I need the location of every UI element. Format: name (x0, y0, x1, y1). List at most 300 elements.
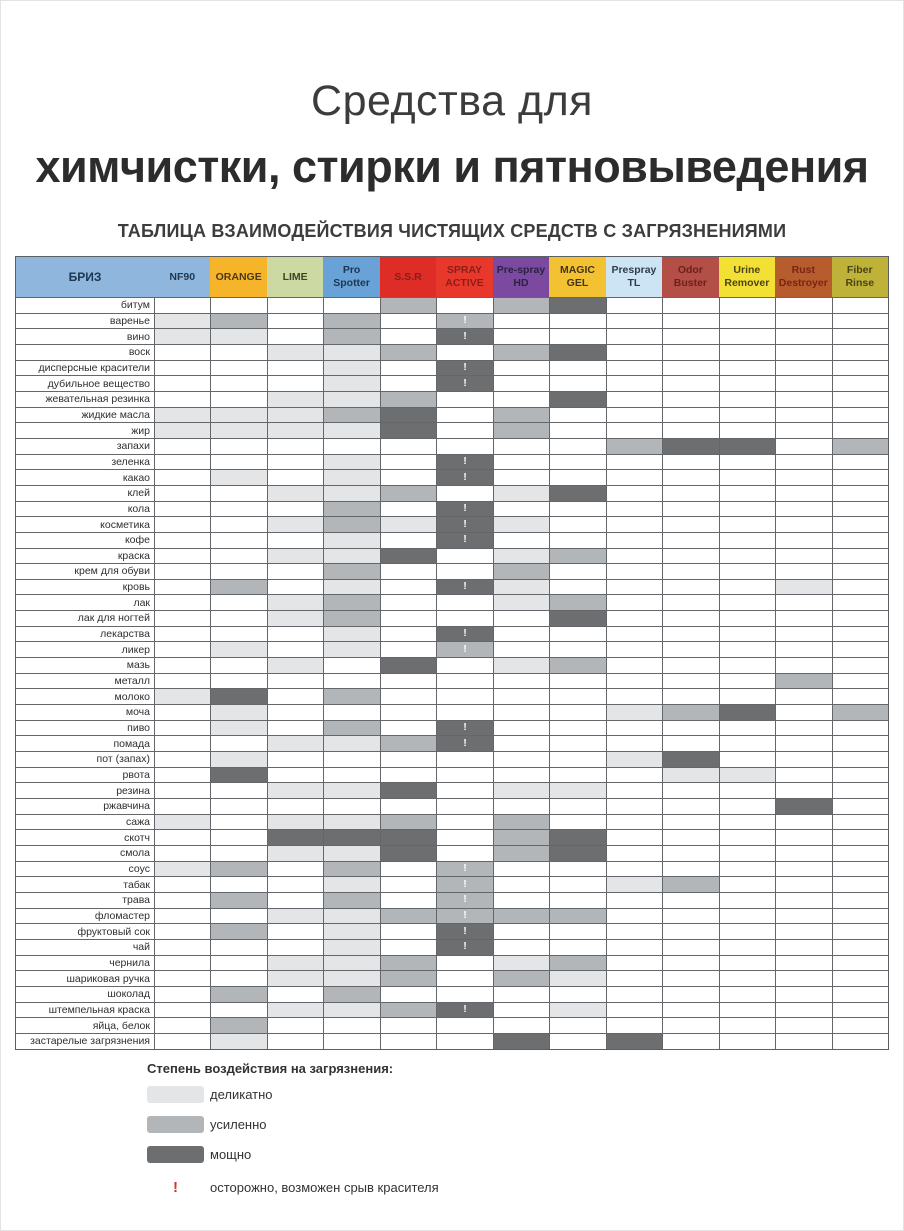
heatmap-cell (719, 751, 775, 767)
heatmap-cell (549, 955, 605, 971)
heatmap-cell (267, 829, 323, 845)
heatmap-cell (832, 375, 888, 391)
row-label: рвота (16, 767, 154, 783)
heatmap-cell (493, 939, 549, 955)
heatmap-cell (606, 970, 662, 986)
heatmap-cell (267, 407, 323, 423)
heatmap-cell (775, 1017, 831, 1033)
row-label: лак для ногтей (16, 610, 154, 626)
heatmap-cell (549, 1033, 605, 1049)
heatmap-cell (154, 720, 210, 736)
heatmap-cell (719, 657, 775, 673)
heatmap-cell (154, 454, 210, 470)
heatmap-cell (493, 688, 549, 704)
column-header: Rust Destroyer (775, 257, 831, 297)
heatmap-cell (154, 829, 210, 845)
heatmap-cell (606, 798, 662, 814)
heatmap-cell (719, 548, 775, 564)
heatmap-cell (719, 1017, 775, 1033)
heatmap-cell (210, 641, 266, 657)
heatmap-cell (549, 970, 605, 986)
heatmap-cell (380, 814, 436, 830)
heatmap-cell (210, 861, 266, 877)
heatmap-cell (719, 313, 775, 329)
heatmap-cell (267, 798, 323, 814)
heatmap-cell (606, 563, 662, 579)
heatmap-cell (719, 344, 775, 360)
legend-row-powerful (147, 1146, 667, 1163)
heatmap-cell (549, 892, 605, 908)
heatmap-cell (210, 970, 266, 986)
heatmap-cell (210, 548, 266, 564)
heatmap-cell (436, 344, 492, 360)
heatmap-cell (832, 594, 888, 610)
heatmap-cell (267, 955, 323, 971)
heatmap-cell (606, 391, 662, 407)
heatmap-cell (775, 782, 831, 798)
heatmap-cell (493, 1033, 549, 1049)
heatmap-cell (380, 829, 436, 845)
heatmap-cell (832, 548, 888, 564)
heatmap-cell (323, 469, 379, 485)
heatmap-cell (719, 485, 775, 501)
heatmap-cell (323, 986, 379, 1002)
heatmap-cell (549, 563, 605, 579)
heatmap-cell (323, 735, 379, 751)
row-label: застарелые загрязнения (16, 1033, 154, 1049)
heatmap-cell (549, 657, 605, 673)
heatmap-cell (775, 751, 831, 767)
heatmap-cell: ! (436, 908, 492, 924)
heatmap-cell (719, 391, 775, 407)
heatmap-cell (380, 516, 436, 532)
heatmap-cell (493, 344, 549, 360)
row-label: чай (16, 939, 154, 955)
heatmap-cell (549, 720, 605, 736)
page-subtitle: ТАБЛИЦА ВЗАИМОДЕЙСТВИЯ ЧИСТЯЩИХ СРЕДСТВ С ЗАГРЯЗНЕНИЯМИ (117, 221, 787, 241)
heatmap-cell (606, 344, 662, 360)
heatmap-cell (719, 1002, 775, 1018)
heatmap-cell (323, 313, 379, 329)
heatmap-cell (493, 422, 549, 438)
column-header: LIME (267, 257, 323, 297)
heatmap-cell (606, 829, 662, 845)
heatmap-cell (154, 422, 210, 438)
heatmap-cell (323, 563, 379, 579)
heatmap-cell (210, 1017, 266, 1033)
heatmap-cell (493, 798, 549, 814)
row-label: запахи (16, 438, 154, 454)
heatmap-cell (549, 375, 605, 391)
heatmap-cell (380, 641, 436, 657)
heatmap-cell (154, 328, 210, 344)
column-header: MAGIC GEL (549, 257, 605, 297)
heatmap-cell (380, 782, 436, 798)
heatmap-cell (606, 375, 662, 391)
heatmap-cell (323, 360, 379, 376)
heatmap-cell (267, 845, 323, 861)
heatmap-cell (832, 501, 888, 517)
heatmap-cell (606, 297, 662, 313)
heatmap-cell (267, 1017, 323, 1033)
heatmap-cell (323, 939, 379, 955)
heatmap-cell (210, 923, 266, 939)
heatmap-cell (323, 344, 379, 360)
row-label: воск (16, 344, 154, 360)
heatmap-cell (323, 485, 379, 501)
heatmap-cell (436, 548, 492, 564)
heatmap-cell (775, 328, 831, 344)
heatmap-cell (210, 1002, 266, 1018)
heatmap-cell (210, 782, 266, 798)
heatmap-cell (267, 735, 323, 751)
heatmap-cell (775, 297, 831, 313)
heatmap-cell (775, 657, 831, 673)
heatmap-cell (606, 516, 662, 532)
heatmap-cell (154, 767, 210, 783)
heatmap-cell (323, 328, 379, 344)
heatmap-cell (719, 297, 775, 313)
heatmap-cell (775, 360, 831, 376)
heatmap-cell (606, 673, 662, 689)
heatmap-cell (436, 563, 492, 579)
heatmap-cell (775, 548, 831, 564)
heatmap-cell (436, 1033, 492, 1049)
heatmap-cell (210, 360, 266, 376)
heatmap-cell (154, 1002, 210, 1018)
heatmap-cell (380, 892, 436, 908)
heatmap-cell (210, 313, 266, 329)
heatmap-cell (154, 923, 210, 939)
heatmap-cell (662, 469, 718, 485)
heatmap-cell (719, 814, 775, 830)
heatmap-cell (719, 908, 775, 924)
heatmap-cell (323, 532, 379, 548)
heatmap-cell (436, 657, 492, 673)
heatmap-cell (380, 845, 436, 861)
heatmap-cell (662, 955, 718, 971)
heatmap-cell (662, 767, 718, 783)
column-header: Odor Buster (662, 257, 718, 297)
heatmap-cell (662, 454, 718, 470)
heatmap-cell (267, 923, 323, 939)
heatmap-cell (662, 970, 718, 986)
heatmap-cell (662, 798, 718, 814)
heatmap-cell (154, 375, 210, 391)
heatmap-cell (606, 704, 662, 720)
row-label: пот (запах) (16, 751, 154, 767)
heatmap-cell (154, 610, 210, 626)
heatmap-cell (380, 923, 436, 939)
heatmap-cell (436, 1017, 492, 1033)
heatmap-cell (832, 344, 888, 360)
heatmap-cell (775, 939, 831, 955)
heatmap-cell (775, 516, 831, 532)
heatmap-cell (323, 782, 379, 798)
heatmap-cell (210, 798, 266, 814)
row-label: моча (16, 704, 154, 720)
heatmap-cell (380, 485, 436, 501)
heatmap-cell (210, 391, 266, 407)
heatmap-cell (267, 751, 323, 767)
heatmap-cell (719, 782, 775, 798)
heatmap-cell (719, 767, 775, 783)
heatmap-cell (210, 673, 266, 689)
heatmap-cell (493, 610, 549, 626)
heatmap-cell (662, 563, 718, 579)
heatmap-cell (719, 673, 775, 689)
heatmap-cell (323, 861, 379, 877)
heatmap-cell (549, 485, 605, 501)
heatmap-cell (549, 751, 605, 767)
heatmap-cell (832, 986, 888, 1002)
heatmap-cell (775, 673, 831, 689)
heatmap-cell (380, 375, 436, 391)
heatmap-cell (380, 626, 436, 642)
heatmap-cell (719, 328, 775, 344)
heatmap-cell (380, 407, 436, 423)
heatmap-cell (267, 328, 323, 344)
heatmap-cell (719, 845, 775, 861)
heatmap-cell (832, 438, 888, 454)
heatmap-cell (662, 720, 718, 736)
heatmap-cell (549, 704, 605, 720)
heatmap-cell (775, 876, 831, 892)
heatmap-cell (154, 1033, 210, 1049)
heatmap-cell (267, 469, 323, 485)
heatmap-cell (493, 328, 549, 344)
heatmap-cell (775, 845, 831, 861)
heatmap-cell (832, 798, 888, 814)
heatmap-cell (775, 735, 831, 751)
heatmap-cell (436, 610, 492, 626)
heatmap-cell (267, 814, 323, 830)
heatmap-cell (210, 501, 266, 517)
heatmap-cell (832, 391, 888, 407)
heatmap-cell (380, 548, 436, 564)
row-label: фломастер (16, 908, 154, 924)
heatmap-cell (436, 422, 492, 438)
heatmap-cell (775, 892, 831, 908)
heatmap-cell (549, 532, 605, 548)
heatmap-cell (832, 610, 888, 626)
heatmap-cell (210, 845, 266, 861)
heatmap-cell (662, 939, 718, 955)
heatmap-cell (154, 360, 210, 376)
heatmap-cell (606, 422, 662, 438)
heatmap-cell (380, 344, 436, 360)
heatmap-cell (210, 876, 266, 892)
heatmap-cell (380, 454, 436, 470)
heatmap-cell (154, 297, 210, 313)
column-header: Urine Remover (719, 257, 775, 297)
heatmap-cell (210, 407, 266, 423)
heatmap-cell: ! (436, 876, 492, 892)
heatmap-cell (662, 422, 718, 438)
heatmap-cell (380, 594, 436, 610)
heatmap-cell: ! (436, 892, 492, 908)
heatmap-cell (832, 829, 888, 845)
row-label: лак (16, 594, 154, 610)
heatmap-cell (662, 610, 718, 626)
heatmap-cell (832, 626, 888, 642)
heatmap-cell (719, 923, 775, 939)
heatmap-cell (380, 970, 436, 986)
legend-label-dark: мощно (210, 1147, 252, 1162)
heatmap-cell (210, 454, 266, 470)
heatmap-cell (662, 876, 718, 892)
heatmap-cell (436, 407, 492, 423)
heatmap-cell (606, 782, 662, 798)
heatmap-cell (662, 344, 718, 360)
heatmap-cell (493, 641, 549, 657)
heatmap-cell (210, 297, 266, 313)
heatmap-cell (267, 438, 323, 454)
heatmap-cell (775, 798, 831, 814)
heatmap-cell (832, 1017, 888, 1033)
heatmap-cell (606, 876, 662, 892)
heatmap-cell (662, 829, 718, 845)
row-label: кофе (16, 532, 154, 548)
heatmap-cell (493, 923, 549, 939)
heatmap-cell (380, 313, 436, 329)
heatmap-cell (832, 688, 888, 704)
heatmap-cell (775, 861, 831, 877)
heatmap-cell (549, 641, 605, 657)
heatmap-cell (380, 798, 436, 814)
heatmap-cell (662, 688, 718, 704)
row-label: клей (16, 485, 154, 501)
heatmap-cell: ! (436, 328, 492, 344)
heatmap-cell (775, 501, 831, 517)
heatmap-cell (832, 923, 888, 939)
heatmap-cell (210, 751, 266, 767)
heatmap-cell (832, 579, 888, 595)
heatmap-cell (832, 657, 888, 673)
heatmap-cell (719, 469, 775, 485)
page-title-line1: Средства для (311, 77, 593, 125)
heatmap-cell (662, 548, 718, 564)
heatmap-cell (719, 501, 775, 517)
heatmap-cell (380, 328, 436, 344)
heatmap-cell (719, 422, 775, 438)
column-header: S.S.R (380, 257, 436, 297)
row-label: жир (16, 422, 154, 438)
heatmap-cell (719, 955, 775, 971)
heatmap-cell (267, 892, 323, 908)
heatmap-cell (719, 735, 775, 751)
heatmap-cell (719, 798, 775, 814)
heatmap-cell (549, 829, 605, 845)
heatmap-cell (493, 986, 549, 1002)
heatmap-cell (606, 548, 662, 564)
heatmap-cell (606, 641, 662, 657)
heatmap-cell (662, 501, 718, 517)
heatmap-cell (832, 720, 888, 736)
heatmap-cell (775, 767, 831, 783)
heatmap-cell (267, 454, 323, 470)
row-label: дубильное вещество (16, 375, 154, 391)
row-label: какао (16, 469, 154, 485)
heatmap-cell (549, 814, 605, 830)
heatmap-cell (775, 422, 831, 438)
heatmap-cell (323, 297, 379, 313)
heatmap-cell (380, 767, 436, 783)
heatmap-cell (549, 1002, 605, 1018)
heatmap-cell (267, 986, 323, 1002)
heatmap-cell: ! (436, 641, 492, 657)
heatmap-cell (323, 908, 379, 924)
heatmap-cell (832, 313, 888, 329)
row-label: жевательная резинка (16, 391, 154, 407)
heatmap-cell (493, 454, 549, 470)
heatmap-cell (662, 375, 718, 391)
heatmap-cell (775, 704, 831, 720)
heatmap-cell (775, 391, 831, 407)
heatmap-cell (380, 360, 436, 376)
heatmap-cell (210, 469, 266, 485)
heatmap-cell (549, 579, 605, 595)
heatmap-cell (719, 704, 775, 720)
heatmap-cell (380, 391, 436, 407)
column-header: SPRAY ACTIVE (436, 257, 492, 297)
heatmap-cell (267, 579, 323, 595)
legend-label-medium: усиленно (210, 1117, 267, 1132)
heatmap-cell (719, 641, 775, 657)
heatmap-cell (549, 876, 605, 892)
row-label: кровь (16, 579, 154, 595)
heatmap-cell (267, 626, 323, 642)
heatmap-cell (267, 594, 323, 610)
heatmap-cell: ! (436, 861, 492, 877)
heatmap-cell (832, 892, 888, 908)
heatmap-cell (775, 626, 831, 642)
heatmap-cell (267, 767, 323, 783)
row-label: резина (16, 782, 154, 798)
heatmap-cell (606, 532, 662, 548)
heatmap-cell (493, 1002, 549, 1018)
heatmap-cell: ! (436, 720, 492, 736)
heatmap-cell (493, 970, 549, 986)
heatmap-cell (210, 814, 266, 830)
heatmap-cell (775, 579, 831, 595)
heatmap-cell (323, 767, 379, 783)
heatmap-cell (267, 501, 323, 517)
heatmap-cell (832, 751, 888, 767)
heatmap-cell (549, 861, 605, 877)
row-label: соус (16, 861, 154, 877)
heatmap-cell (719, 970, 775, 986)
heatmap-cell (210, 610, 266, 626)
row-label: зеленка (16, 454, 154, 470)
heatmap-cell (323, 1033, 379, 1049)
heatmap-cell (832, 814, 888, 830)
heatmap-cell (549, 986, 605, 1002)
heatmap-cell (775, 814, 831, 830)
heatmap-cell (606, 1002, 662, 1018)
heatmap-cell (380, 986, 436, 1002)
heatmap-cell (380, 422, 436, 438)
heatmap-cell (210, 422, 266, 438)
heatmap-cell (154, 751, 210, 767)
heatmap-cell (606, 986, 662, 1002)
heatmap-cell (719, 939, 775, 955)
heatmap-cell: ! (436, 626, 492, 642)
heatmap-cell (719, 1033, 775, 1049)
heatmap-cell (323, 1017, 379, 1033)
heatmap-cell (775, 688, 831, 704)
heatmap-cell (210, 986, 266, 1002)
